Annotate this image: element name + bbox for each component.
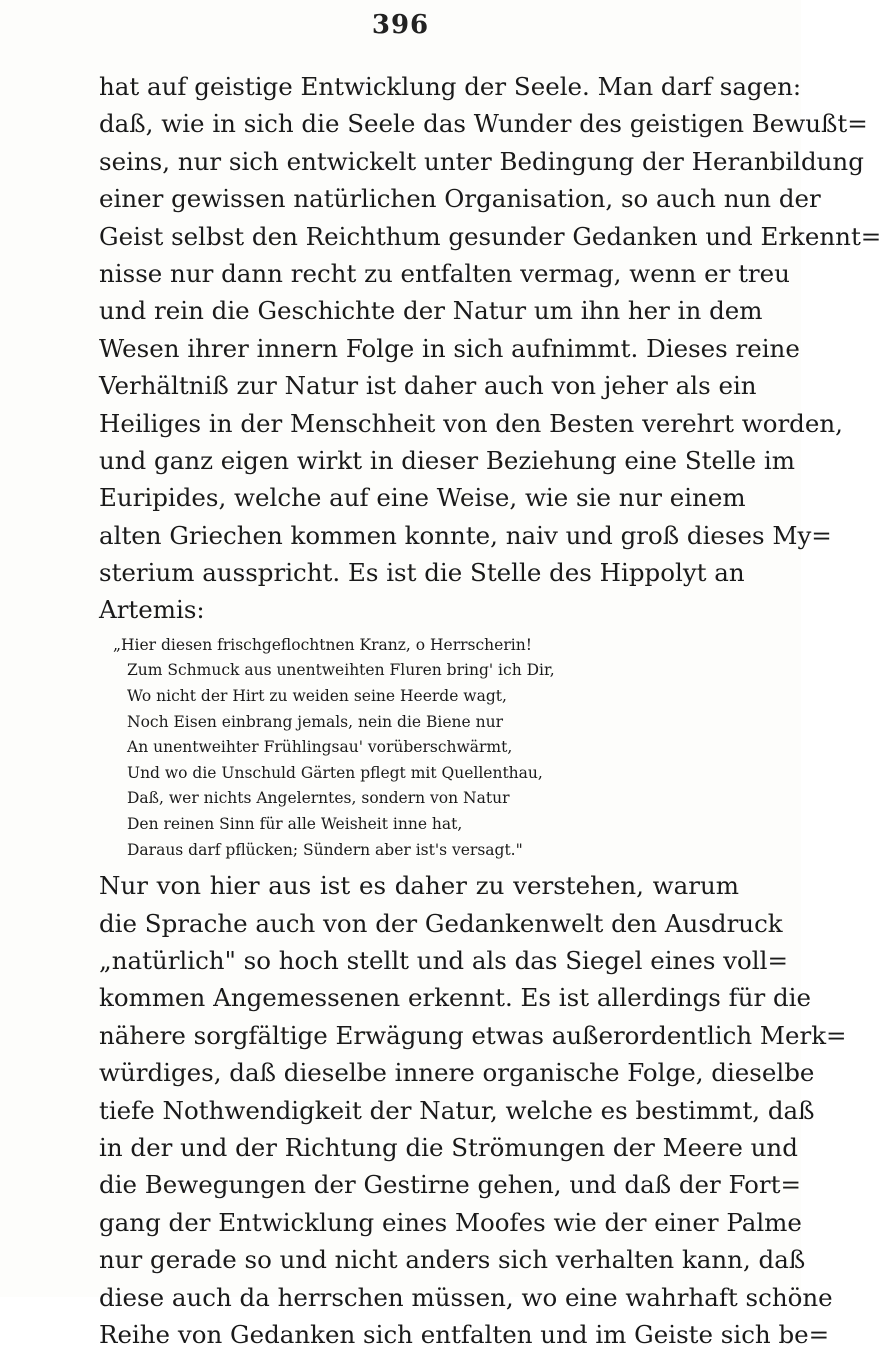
text-line: Euripides, welche auf eine Weise, wie sie nur einem <box>99 483 746 513</box>
text-line: und ganz eigen wirkt in dieser Beziehung eine Stelle im <box>99 445 795 475</box>
poem-line: Zum Schmuck aus unentweihten Fluren bring' ich Dir, <box>127 661 555 680</box>
text-line: gang der Entwicklung eines Moofes wie der einer Palme <box>99 1207 802 1237</box>
text-line: nisse nur dann recht zu entfalten vermag, wenn er treu <box>99 258 790 288</box>
text-line: Verhältniß zur Natur ist daher auch von jeher als ein <box>99 371 757 401</box>
poem-line: Daraus darf pflücken; Sündern aber ist's versagt." <box>127 840 523 859</box>
paragraph-1 <box>99 68 881 629</box>
text-line: tiefe Nothwendigkeit der Natur, welche es bestimmt, daß <box>99 1095 815 1125</box>
poem-line: Noch Eisen einbrang jemals, nein die Biene nur <box>127 712 503 731</box>
text-line: die Bewegungen der Gestirne gehen, und daß der Fort= <box>99 1170 802 1200</box>
text-line: Wesen ihrer innern Folge in sich aufnimmt. Dieses reine <box>99 333 800 363</box>
text-line: die Sprache auch von der Gedankenwelt den Ausdruck <box>99 908 783 938</box>
poem-line: „Hier diesen frischgeflochtnen Kranz, o Herrscherin! <box>113 635 532 654</box>
text-line: daß, wie in sich die Seele das Wunder des geistigen Bewußt= <box>99 109 868 139</box>
body-text <box>99 68 881 1353</box>
poem-line: Wo nicht der Hirt zu weiden seine Heerde wagt, <box>127 687 507 706</box>
text-line: diese auch da herrschen müssen, wo eine wahrhaft schöne <box>99 1282 833 1312</box>
text-line: „natürlich" so hoch stellt und als das Siegel eines voll= <box>99 945 788 975</box>
text-line: hat auf geistige Entwicklung der Seele. Man darf sagen: <box>99 72 802 101</box>
poem-line: An unentweihter Frühlingsau' vorüberschwärmt, <box>127 738 513 757</box>
text-line: Artemis: <box>99 595 205 625</box>
text-line: nur gerade so und nicht anders sich verhalten kann, daß <box>99 1245 806 1275</box>
text-line: in der und der Richtung die Strömungen der Meere und <box>99 1132 798 1162</box>
text-line: kommen Angemessenen erkennt. Es ist allerdings für die <box>99 983 812 1013</box>
text-line: Heiliges in der Menschheit von den Besten verehrt worden, <box>99 408 843 438</box>
paragraph-2 <box>99 867 847 1353</box>
poem-line: Und wo die Unschuld Gärten pflegt mit Quellenthau, <box>127 763 543 782</box>
text-line: und rein die Geschichte der Natur um ihn her in dem <box>99 296 763 326</box>
text-line: seins, nur sich entwickelt unter Bedingung der Heranbildung <box>99 146 864 176</box>
text-line: einer gewissen natürlichen Organisation, so auch nun der <box>99 184 821 214</box>
poem-quotation <box>99 633 739 863</box>
text-line: Geist selbst den Reichthum gesunder Gedanken und Erkennt= <box>99 221 881 251</box>
text-line: nähere sorgfältige Erwägung etwas außerordentlich Merk= <box>99 1020 847 1050</box>
text-line: sterium ausspricht. Es ist die Stelle des Hippolyt an <box>99 558 745 588</box>
text-line: alten Griechen kommen konnte, naiv und groß dieses My= <box>99 520 832 550</box>
text-line: Nur von hier aus ist es daher zu verstehen, warum <box>99 871 739 901</box>
text-line: würdiges, daß dieselbe innere organische Folge, dieselbe <box>99 1058 815 1088</box>
page-number: 396 <box>371 10 430 40</box>
poem-line: Den reinen Sinn für alle Weisheit inne hat, <box>127 815 463 834</box>
text-line: Reihe von Gedanken sich entfalten und im Geiste sich be= <box>99 1319 830 1349</box>
poem-line: Daß, wer nichts Angelerntes, sondern von Natur <box>127 789 510 808</box>
